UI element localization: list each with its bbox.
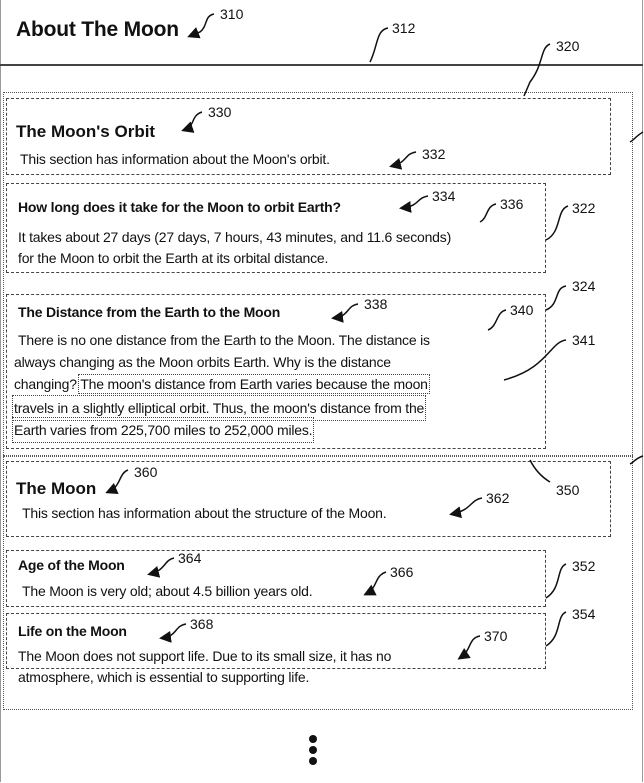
ref-334: 334 bbox=[432, 188, 456, 204]
ref-310: 310 bbox=[220, 6, 244, 22]
ref-354: 354 bbox=[572, 606, 596, 622]
ref-332: 332 bbox=[422, 146, 446, 162]
distance-heading: The Distance from the Earth to the Moon bbox=[18, 304, 281, 320]
ref-322: 322 bbox=[572, 200, 596, 216]
ref-338: 338 bbox=[364, 296, 388, 312]
ref-362: 362 bbox=[486, 490, 510, 506]
ref-364: 364 bbox=[178, 550, 202, 566]
life-line-1: The Moon does not support life. Due to its small size, it has no bbox=[18, 648, 392, 664]
distance-line-3-plain: changing? bbox=[14, 376, 77, 392]
orbit-description: This section has information about the Moon's orbit. bbox=[20, 151, 330, 167]
orbit-time-line-1: It takes about 27 days (27 days, 7 hours, 43 minutes, and 11.6 seconds) bbox=[18, 229, 452, 245]
age-heading: Age of the Moon bbox=[18, 557, 125, 573]
page-title: About The Moon bbox=[16, 18, 179, 41]
ref-366: 366 bbox=[390, 564, 414, 580]
orbit-heading: The Moon's Orbit bbox=[16, 122, 156, 141]
ref-330: 330 bbox=[208, 104, 232, 120]
highlighted-passage-line-3[interactable]: Earth varies from 225,700 miles to 252,000 miles. bbox=[14, 419, 312, 441]
ref-312: 312 bbox=[392, 20, 416, 36]
ref-324: 324 bbox=[572, 278, 596, 294]
distance-line-1: There is no one distance from the Earth to the Moon. The distance is bbox=[18, 332, 430, 348]
highlighted-passage[interactable]: The moon's distance from Earth varies because the moon bbox=[80, 376, 428, 392]
moon-heading: The Moon bbox=[16, 479, 97, 498]
life-heading: Life on the Moon bbox=[18, 623, 127, 639]
distance-line-2: always changing as the Moon orbits Earth. Why is the distance bbox=[14, 354, 391, 370]
moon-description: This section has information about the structure of the Moon. bbox=[22, 505, 387, 521]
age-description: The Moon is very old; about 4.5 billion years old. bbox=[22, 583, 313, 599]
ref-352: 352 bbox=[572, 558, 596, 574]
ref-340: 340 bbox=[510, 302, 534, 318]
ref-336: 336 bbox=[500, 196, 524, 212]
orbit-time-line-2: for the Moon to orbit the Earth at its orbital distance. bbox=[18, 250, 329, 266]
ref-320: 320 bbox=[556, 38, 580, 54]
ref-350: 350 bbox=[556, 482, 580, 498]
orbit-time-heading: How long does it take for the Moon to orbit Earth? bbox=[18, 199, 341, 215]
ref-368: 368 bbox=[190, 616, 214, 632]
ref-360: 360 bbox=[134, 464, 158, 480]
life-line-2: atmosphere, which is essential to supporting life. bbox=[18, 669, 310, 685]
highlighted-passage-line-2[interactable]: travels in a slightly elliptical orbit. Thus, the moon's distance from the bbox=[14, 397, 424, 419]
ref-341: 341 bbox=[572, 332, 596, 348]
ref-370: 370 bbox=[484, 628, 508, 644]
